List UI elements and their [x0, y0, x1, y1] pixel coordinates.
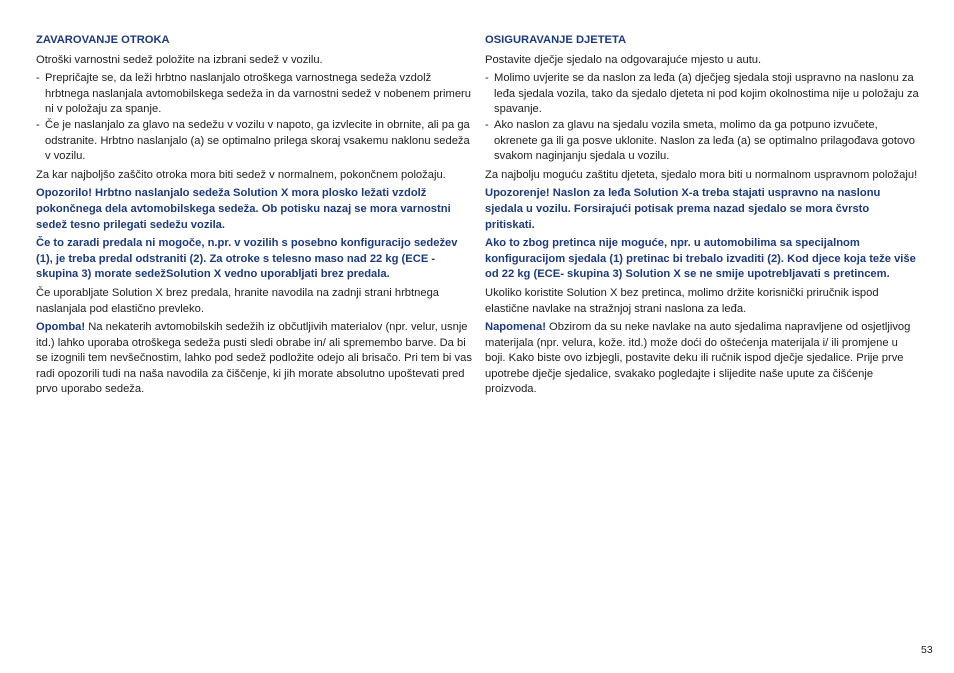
intro-paragraph: Postavite dječje sjedalo na odgovarajuće mjesto u autu. — [485, 53, 762, 66]
list-item: - Prepričajte se, da leži hrbtno naslanjalo otroškega varnostnega sedeža vzdolž hrbtnega naslanjala avtomobilskega sedeža in da varnostni sedež v nobenem primeru ni v položaju za spanje. — [36, 71, 472, 118]
instruction-list — [485, 71, 921, 165]
list-item: - Ako naslon za glavu na sjedalu vozila smeta, molimo da ga potpuno izvučete, okrenete ga ili ga posve uklonite. Naslon za leđa (a) se optimalno prilagođava gotovo svakom naginjanju sjedala u vozilu. — [485, 118, 921, 165]
note-text: Na nekaterih avtomobilskih sedežih iz občutljivih materialov (npr. velur, usnje itd.) lahko uporaba otroškega sedeža pusti sledi obrabe in/ ali spremembo barve. Da bi se izognili tem nevšečnostim, lahko pod sedež podložite odejo ali brisačo. Pri tem bi vas radi opozorili tudi na naša navodila za čiščenje, ki jih morate absolutno upoštevati pred prvo uporabo sedeža. — [36, 321, 472, 396]
page-number: 53 — [921, 644, 933, 656]
position-paragraph: Za kar najboljšo zaščito otroka mora biti sedež v normalnem, pokončnem položaju. — [36, 168, 446, 181]
manual-storage-paragraph: Ukoliko koristite Solution X bez pretinca, molimo držite korisnički priručnik ispod elastične navlake na stražnjoj strani naslona za leđa. — [485, 286, 879, 315]
warning-paragraph: Opozorilo! Hrbtno naslanjalo sedeža Solution X mora plosko ležati vzdolž pokončnega dela avtomobilskega sedeža. Ob potisku nazaj se mora varnostni sedež tesno prilegati sedežu vozila. — [36, 187, 451, 231]
list-item: - Če je naslanjalo za glavo na sedežu v vozilu v napoto, ga izvlecite in obrnite, ali pa ga odstranite. Hrbtno naslanjalo (a) se optimalno prilega skoraj vsakemu naklonu sedeža v vozilu. — [36, 118, 472, 165]
note-text: Obzirom da su neke navlake na auto sjedalima napravljene od osjetljivog materijala (npr. velura, kože. itd.) može doći do oštećenja materijala i/ ili promjene u boji. Kako biste ovo izbjegli, postavite deku ili ručnik ispod dječje sjedalice. Prije prve upotrebe dječje sjedalice, svakako pogledajte i slijedite naše upute za čišćenje proizvoda. — [485, 321, 911, 396]
intro-paragraph: Otroški varnostni sedež položite na izbrani sedež v vozilu. — [36, 53, 323, 66]
section-heading: ZAVAROVANJE OTROKA — [36, 34, 170, 46]
note-label: Napomena! — [485, 321, 546, 334]
note-label: Opomba! — [36, 321, 86, 334]
position-paragraph: Za najbolju moguću zaštitu djeteta, sjedalo mora biti u normalnom uspravnom položaju! — [485, 168, 918, 181]
warning-paragraph: Upozorenje! Naslon za leđa Solution X-a treba stajati uspravno na naslonu sjedala u vozilu. Forsirajući potisak prema nazad sjedalo se mora čvrsto pritiskati. — [485, 187, 881, 231]
instruction-list — [36, 71, 472, 165]
manual-storage-paragraph: Če uporabljate Solution X brez predala, hranite navodila na zadnji strani hrbtnega naslanjala pod elastično prevleko. — [36, 286, 440, 315]
croatian-column — [485, 33, 921, 401]
note-paragraph — [36, 320, 472, 398]
list-item: - Molimo uvjerite se da naslon za leđa (a) dječjeg sjedala stoji uspravno na naslonu za leđa sjedala vozila, tako da sjedalo djeteta ni pod kojim okolnostima nije u položaju za spavanje. — [485, 71, 921, 118]
drawer-warning-paragraph: Ako to zbog pretinca nije moguće, npr. u automobilima sa specijalnom konfiguracijom sjedala (1) pretinac bi trebalo izvaditi (2). Kod djece koja teže više od 22 kg (ECE- skupina 3) Solution X se ne smije upotrebljavati s pretincem. — [485, 237, 916, 281]
slovenian-column — [36, 33, 472, 401]
drawer-warning-paragraph: Če to zaradi predala ni mogoče, n.pr. v vozilih s posebno konfiguracijo sedežev (1), je treba predal odstraniti (2). Za otroke s telesno maso nad 22 kg (ECE - skupina 3) morate sedežSolution X vedno uporabljati brez predala. — [36, 237, 458, 281]
section-heading: OSIGURAVANJE DJETETA — [485, 34, 627, 46]
note-paragraph — [485, 320, 921, 398]
